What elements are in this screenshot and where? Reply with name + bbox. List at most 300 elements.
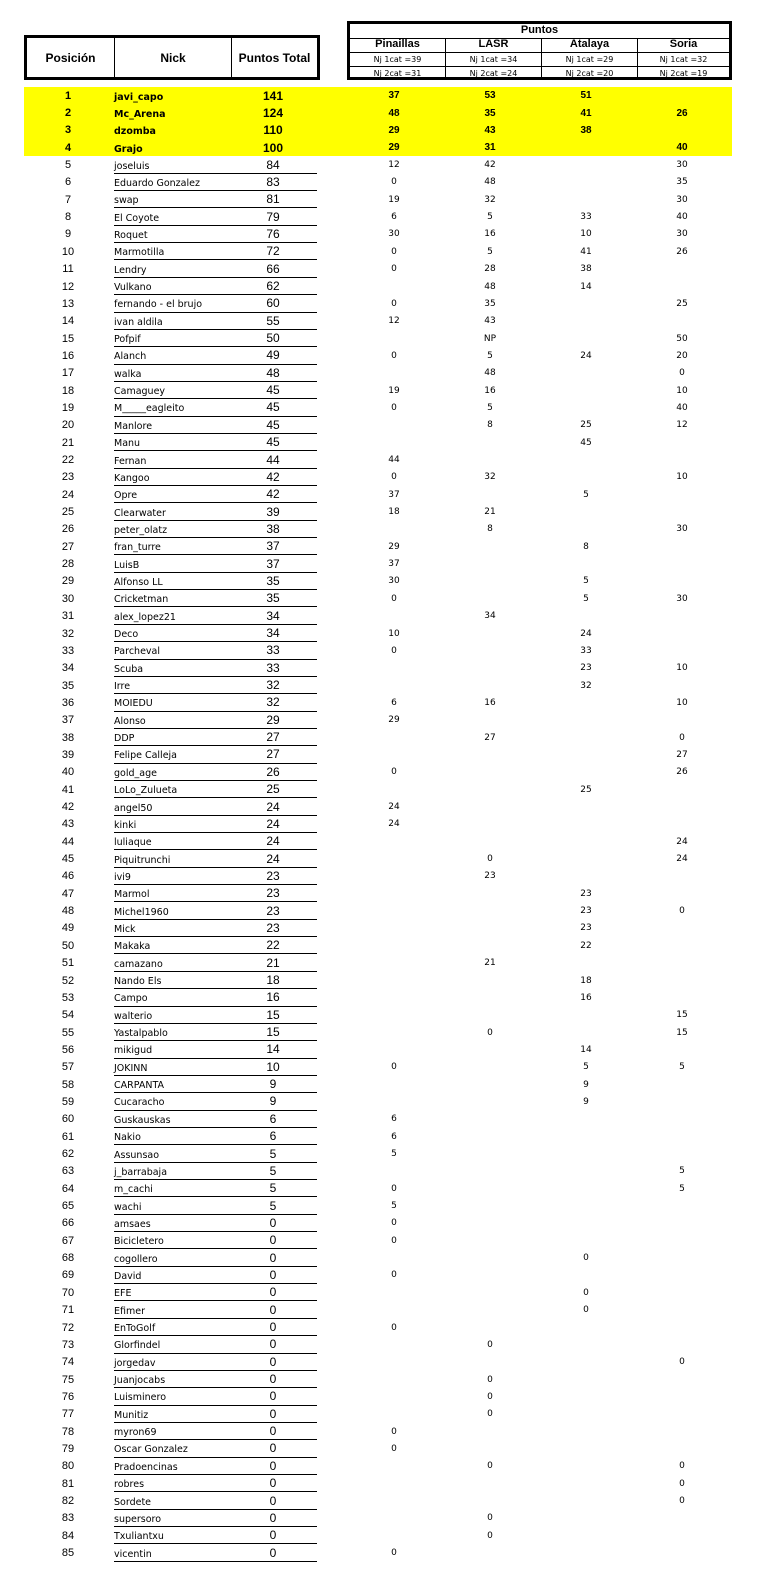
row-atalaya: [540, 694, 632, 711]
row-position: 3: [64, 124, 72, 137]
tournament-nj1: Nj 1cat =32: [638, 53, 729, 67]
row-atalaya: 33: [580, 645, 592, 656]
row-total: 0: [229, 1440, 317, 1457]
table-row: [24, 1544, 732, 1561]
row-lasr: 28: [484, 264, 496, 275]
row-position: 69: [61, 1269, 75, 1282]
table-row: [24, 486, 732, 503]
row-atalaya: 23: [580, 906, 592, 917]
row-nick: Guskauskas: [114, 1111, 314, 1128]
row-position: 45: [61, 853, 75, 866]
row-pinaillas: [348, 989, 440, 1006]
row-atalaya: [540, 1336, 632, 1353]
row-position: 30: [61, 592, 75, 605]
row-atalaya: 14: [580, 281, 592, 292]
row-soria: [636, 122, 728, 139]
row-total: 45: [229, 434, 317, 451]
row-lasr: 5: [487, 402, 493, 413]
row-position: 10: [61, 245, 75, 258]
row-position: 35: [61, 679, 75, 692]
row-position: 57: [61, 1061, 75, 1074]
row-atalaya: 0: [583, 1305, 589, 1316]
table-row: [24, 313, 732, 330]
row-atalaya: [540, 1544, 632, 1561]
row-position: 81: [61, 1477, 75, 1490]
row-total: 37: [229, 538, 317, 555]
row-pinaillas: [348, 902, 440, 919]
row-lasr: 0: [487, 1374, 493, 1385]
row-position: 23: [61, 471, 75, 484]
row-pinaillas: 5: [391, 1149, 397, 1160]
row-total: 14: [229, 1041, 317, 1058]
row-position: 29: [61, 575, 75, 588]
row-total: 0: [229, 1388, 317, 1405]
row-nick: Fernan: [114, 451, 314, 468]
row-atalaya: [540, 729, 632, 746]
row-nick: gold_age: [114, 764, 314, 781]
table-row: [24, 330, 732, 347]
row-pinaillas: [348, 1007, 440, 1024]
row-position: 54: [61, 1009, 75, 1022]
row-nick: LuisB: [114, 555, 314, 572]
row-lasr: [444, 816, 536, 833]
row-atalaya: [540, 503, 632, 520]
row-nick: Felipe Calleja: [114, 746, 314, 763]
row-atalaya: [540, 1440, 632, 1457]
row-atalaya: [540, 816, 632, 833]
row-lasr: [444, 764, 536, 781]
row-nick: vicentin: [114, 1544, 314, 1561]
table-row: [24, 833, 732, 850]
row-position: 44: [61, 835, 75, 848]
row-nick: kinki: [114, 816, 314, 833]
row-total: 32: [229, 694, 317, 711]
row-lasr: [444, 1267, 536, 1284]
table-row: [24, 972, 732, 989]
row-total: 27: [229, 746, 317, 763]
row-soria: 0: [679, 1496, 685, 1507]
row-atalaya: 24: [580, 628, 592, 639]
row-total: 18: [229, 972, 317, 989]
row-nick: Alonso: [114, 712, 314, 729]
row-soria: [636, 1232, 728, 1249]
row-position: 59: [61, 1095, 75, 1108]
row-position: 26: [61, 523, 75, 536]
row-lasr: [444, 746, 536, 763]
row-position: 40: [61, 766, 75, 779]
row-soria: 30: [676, 194, 688, 205]
row-pinaillas: [348, 885, 440, 902]
row-soria: [636, 1145, 728, 1162]
row-nick: Yastalpablo: [114, 1024, 314, 1041]
row-nick: Nando Els: [114, 972, 314, 989]
row-soria: [636, 1544, 728, 1561]
tournament-name: Soria: [638, 38, 729, 53]
row-atalaya: 5: [583, 593, 589, 604]
row-total: 0: [229, 1458, 317, 1475]
row-atalaya: 9: [583, 1079, 589, 1090]
row-lasr: 35: [484, 107, 496, 119]
row-nick: Marmol: [114, 885, 314, 902]
row-pinaillas: [348, 729, 440, 746]
row-total: 81: [229, 191, 317, 208]
row-soria: 26: [676, 767, 688, 778]
row-nick: Cricketman: [114, 590, 314, 607]
table-row: [24, 955, 732, 972]
table-row: [24, 1284, 732, 1301]
table-row: [24, 451, 732, 468]
row-total: 49: [229, 347, 317, 364]
row-soria: [636, 608, 728, 625]
tournament-name: LASR: [446, 38, 541, 53]
row-nick: El Coyote: [114, 208, 314, 225]
row-nick: Parcheval: [114, 642, 314, 659]
row-atalaya: 14: [580, 1044, 592, 1055]
table-row: [24, 1163, 732, 1180]
row-nick: Cucaracho: [114, 1093, 314, 1110]
row-lasr: [444, 1111, 536, 1128]
row-nick: walka: [114, 365, 314, 382]
row-atalaya: [540, 1371, 632, 1388]
row-lasr: 0: [487, 1027, 493, 1038]
table-row: [24, 694, 732, 711]
row-soria: [636, 1041, 728, 1058]
row-position: 58: [61, 1078, 75, 1091]
row-atalaya: [540, 295, 632, 312]
row-soria: [636, 261, 728, 278]
row-pinaillas: 0: [391, 1062, 397, 1073]
row-lasr: 43: [484, 124, 496, 136]
row-position: 43: [61, 818, 75, 831]
row-total: 0: [229, 1371, 317, 1388]
row-soria: [636, 677, 728, 694]
tournament-name: Pinaillas: [350, 38, 445, 53]
row-soria: 35: [676, 177, 688, 188]
row-lasr: 5: [487, 350, 493, 361]
row-nick: EFE: [114, 1284, 314, 1301]
row-atalaya: [540, 1423, 632, 1440]
row-position: 41: [61, 783, 75, 796]
row-position: 21: [61, 436, 75, 449]
table-row: [24, 642, 732, 659]
row-atalaya: [540, 1354, 632, 1371]
row-atalaya: [540, 451, 632, 468]
table-row: [24, 1510, 732, 1527]
row-lasr: 8: [487, 420, 493, 431]
row-soria: 5: [679, 1166, 685, 1177]
row-lasr: [444, 781, 536, 798]
row-lasr: [444, 642, 536, 659]
row-position: 19: [61, 401, 75, 414]
row-atalaya: 23: [580, 923, 592, 934]
row-nick: wachi: [114, 1197, 314, 1214]
row-pinaillas: 29: [388, 541, 400, 552]
row-nick: luliaque: [114, 833, 314, 850]
row-soria: [636, 1388, 728, 1405]
row-soria: 0: [679, 906, 685, 917]
row-pinaillas: 48: [388, 107, 400, 119]
row-nick: Lendry: [114, 261, 314, 278]
row-total: 6: [229, 1128, 317, 1145]
table-row: [24, 174, 732, 191]
row-soria: 15: [676, 1010, 688, 1021]
row-nick: Juanjocabs: [114, 1371, 314, 1388]
row-nick: fernando - el brujo: [114, 295, 314, 312]
row-soria: 25: [676, 298, 688, 309]
table-row: [24, 1180, 732, 1197]
row-lasr: [444, 1093, 536, 1110]
table-row: [24, 590, 732, 607]
row-nick: robres: [114, 1475, 314, 1492]
row-total: 35: [229, 573, 317, 590]
row-position: 38: [61, 731, 75, 744]
row-position: 84: [61, 1529, 75, 1542]
row-pinaillas: 30: [388, 229, 400, 240]
row-atalaya: 38: [580, 264, 592, 275]
row-lasr: [444, 833, 536, 850]
row-total: 24: [229, 833, 317, 850]
row-atalaya: 25: [580, 784, 592, 795]
row-total: 24: [229, 850, 317, 867]
row-pinaillas: 6: [391, 697, 397, 708]
row-lasr: [444, 660, 536, 677]
row-soria: 30: [676, 160, 688, 171]
row-soria: 50: [676, 333, 688, 344]
row-soria: [636, 1423, 728, 1440]
row-total: 0: [229, 1267, 317, 1284]
row-pinaillas: 18: [388, 507, 400, 518]
row-pinaillas: 30: [388, 576, 400, 587]
row-pinaillas: [348, 1492, 440, 1509]
row-nick: ivi9: [114, 868, 314, 885]
row-nick: Efimer: [114, 1302, 314, 1319]
row-atalaya: [540, 1128, 632, 1145]
table-row: [24, 295, 732, 312]
row-pinaillas: [348, 1458, 440, 1475]
row-total: 0: [229, 1510, 317, 1527]
row-total: 37: [229, 555, 317, 572]
row-lasr: [444, 798, 536, 815]
row-nick: jorgedav: [114, 1354, 314, 1371]
row-soria: 26: [676, 107, 688, 119]
row-position: 52: [61, 974, 75, 987]
row-nick: Michel1960: [114, 902, 314, 919]
row-nick: LoLo_Zulueta: [114, 781, 314, 798]
row-position: 17: [61, 367, 75, 380]
row-position: 42: [61, 801, 75, 814]
row-position: 39: [61, 748, 75, 761]
row-total: 23: [229, 920, 317, 937]
row-atalaya: [540, 1406, 632, 1423]
row-total: 0: [229, 1336, 317, 1353]
row-nick: amsaes: [114, 1215, 314, 1232]
row-soria: 0: [679, 1461, 685, 1472]
table-row: [24, 989, 732, 1006]
table-row: [24, 278, 732, 295]
row-total: 141: [262, 88, 284, 103]
row-total: 0: [229, 1423, 317, 1440]
row-total: 50: [229, 330, 317, 347]
row-position: 78: [61, 1425, 75, 1438]
row-atalaya: [540, 1527, 632, 1544]
row-lasr: [444, 1215, 536, 1232]
tournament-name: Atalaya: [542, 38, 637, 53]
row-nick: Assunsao: [114, 1145, 314, 1162]
row-lasr: [444, 1232, 536, 1249]
row-position: 13: [61, 297, 75, 310]
table-row: [24, 816, 732, 833]
row-nick: supersoro: [114, 1510, 314, 1527]
row-soria: 15: [676, 1027, 688, 1038]
row-nick: CARPANTA: [114, 1076, 314, 1093]
row-total: 79: [229, 208, 317, 225]
row-lasr: [444, 1440, 536, 1457]
row-position: 62: [61, 1148, 75, 1161]
row-total: 9: [229, 1076, 317, 1093]
row-pinaillas: 6: [391, 1114, 397, 1125]
row-total: 21: [229, 955, 317, 972]
row-atalaya: 41: [580, 107, 592, 119]
row-pinaillas: [348, 1284, 440, 1301]
table-row: [24, 798, 732, 815]
table-row: [24, 1059, 732, 1076]
header-left-box: [24, 35, 320, 80]
row-nick: EnToGolf: [114, 1319, 314, 1336]
row-nick: Manu: [114, 434, 314, 451]
row-pinaillas: 0: [391, 1322, 397, 1333]
row-soria: 20: [676, 350, 688, 361]
row-total: 34: [229, 625, 317, 642]
row-pinaillas: 29: [388, 124, 400, 136]
row-atalaya: 18: [580, 975, 592, 986]
table-row: [24, 226, 732, 243]
row-lasr: [444, 885, 536, 902]
table-row: [24, 1197, 732, 1214]
row-position: 72: [61, 1321, 75, 1334]
row-position: 31: [61, 610, 75, 623]
row-soria: [636, 1284, 728, 1301]
row-soria: [636, 87, 728, 104]
row-nick: Camaguey: [114, 382, 314, 399]
row-lasr: 23: [484, 871, 496, 882]
row-nick: Mc_Arena: [114, 109, 166, 121]
row-atalaya: 0: [583, 1253, 589, 1264]
row-pinaillas: 0: [391, 1443, 397, 1454]
row-pinaillas: 0: [391, 402, 397, 413]
row-atalaya: [540, 1145, 632, 1162]
row-nick: swap: [114, 191, 314, 208]
row-pinaillas: 0: [391, 1235, 397, 1246]
row-total: 15: [229, 1024, 317, 1041]
row-soria: 5: [679, 1062, 685, 1073]
header-posicion: Posición: [27, 38, 115, 77]
table-row: [24, 139, 732, 156]
row-position: 83: [61, 1512, 75, 1525]
row-lasr: [444, 1059, 536, 1076]
row-atalaya: [540, 868, 632, 885]
row-total: 5: [229, 1145, 317, 1162]
row-position: 15: [61, 332, 75, 345]
row-nick: mikigud: [114, 1041, 314, 1058]
row-position: 74: [61, 1356, 75, 1369]
row-nick: Txuliantxu: [114, 1527, 314, 1544]
table-row: [24, 677, 732, 694]
row-lasr: [444, 1284, 536, 1301]
row-atalaya: [540, 1197, 632, 1214]
row-atalaya: [540, 1007, 632, 1024]
row-lasr: 0: [487, 1530, 493, 1541]
table-row: [24, 555, 732, 572]
row-total: 25: [229, 781, 317, 798]
row-lasr: 0: [487, 1391, 493, 1402]
row-pinaillas: [348, 1510, 440, 1527]
row-nick: cogollero: [114, 1249, 314, 1266]
row-soria: [636, 781, 728, 798]
row-atalaya: [540, 330, 632, 347]
row-lasr: [444, 590, 536, 607]
row-soria: 40: [676, 402, 688, 413]
row-soria: [636, 1371, 728, 1388]
table-row: [24, 868, 732, 885]
row-soria: [636, 1510, 728, 1527]
row-atalaya: [540, 1232, 632, 1249]
row-pinaillas: 37: [388, 489, 400, 500]
table-row: [24, 712, 732, 729]
row-lasr: [444, 989, 536, 1006]
header-puntos-box: [347, 21, 732, 80]
row-pinaillas: 24: [388, 819, 400, 830]
row-atalaya: [540, 746, 632, 763]
table-row: [24, 382, 732, 399]
row-pinaillas: 0: [391, 350, 397, 361]
row-pinaillas: [348, 833, 440, 850]
row-lasr: 43: [484, 316, 496, 327]
row-atalaya: [540, 1111, 632, 1128]
row-position: 33: [61, 644, 75, 657]
row-pinaillas: 19: [388, 385, 400, 396]
row-position: 49: [61, 922, 75, 935]
table-row: [24, 243, 732, 260]
row-position: 25: [61, 506, 75, 519]
row-atalaya: 9: [583, 1096, 589, 1107]
row-atalaya: [540, 764, 632, 781]
row-atalaya: [540, 833, 632, 850]
row-pinaillas: [348, 1354, 440, 1371]
row-total: 34: [229, 608, 317, 625]
row-pinaillas: 6: [391, 1131, 397, 1142]
table-row: [24, 538, 732, 555]
row-lasr: [444, 1128, 536, 1145]
row-total: 0: [229, 1319, 317, 1336]
row-nick: fran_turre: [114, 538, 314, 555]
row-atalaya: [540, 850, 632, 867]
row-position: 22: [61, 454, 75, 467]
row-total: 48: [229, 365, 317, 382]
row-position: 51: [61, 957, 75, 970]
row-position: 75: [61, 1373, 75, 1386]
table-row: [24, 1267, 732, 1284]
row-total: 0: [229, 1544, 317, 1561]
row-position: 73: [61, 1338, 75, 1351]
row-nick: MOIEDU: [114, 694, 314, 711]
row-lasr: [444, 937, 536, 954]
table-row: [24, 1111, 732, 1128]
row-pinaillas: [348, 434, 440, 451]
row-total: 33: [229, 660, 317, 677]
row-position: 11: [62, 263, 74, 276]
table-row: [24, 660, 732, 677]
row-pinaillas: 19: [388, 194, 400, 205]
